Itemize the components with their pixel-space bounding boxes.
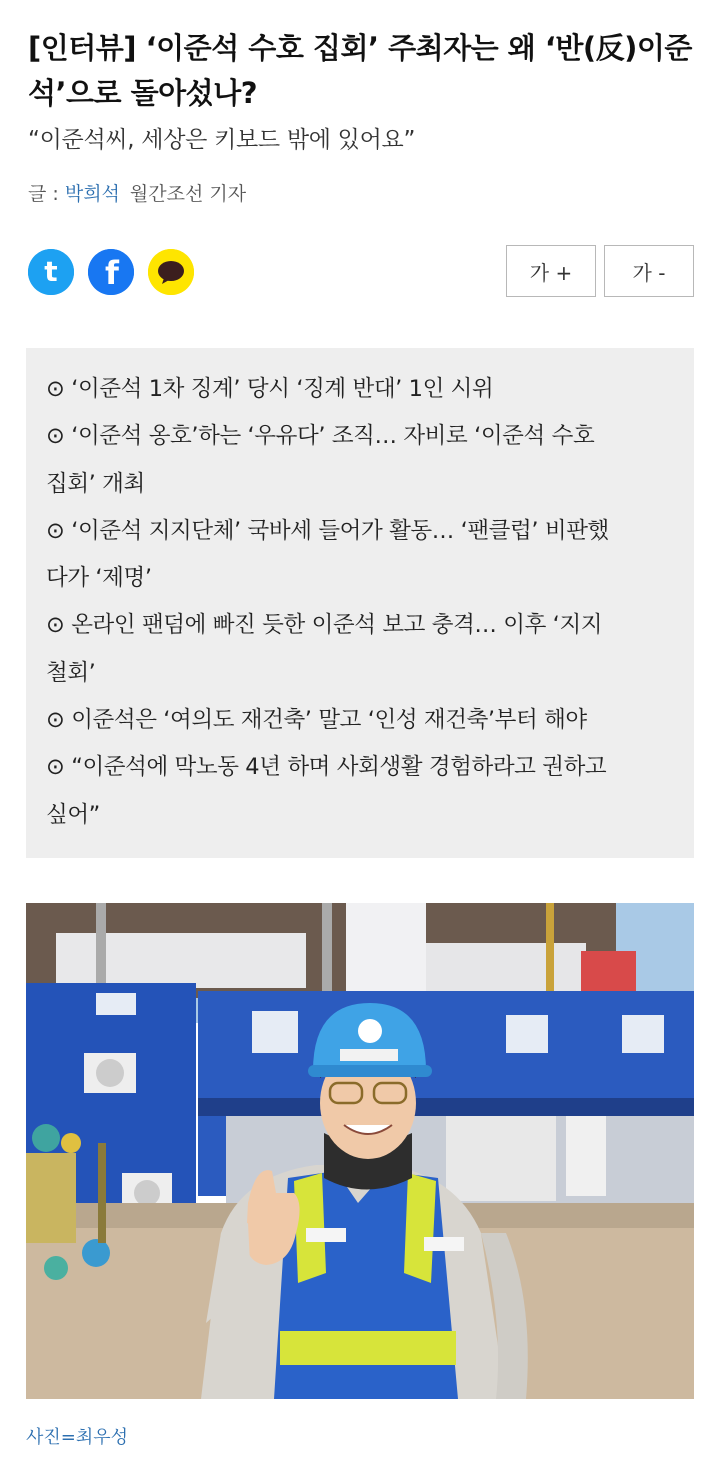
article-subheadline: “이준석씨, 세상은 키보드 밖에 있어요” [28,127,416,153]
kakaotalk-share-button[interactable] [148,249,194,295]
facebook-icon [88,249,134,295]
summary-line: ⊙ ‘이준석 지지단체’ 국바세 들어가 활동… ‘팬클럽’ 비판했 [46,517,609,544]
photo-caption: 사진=최우성 [26,1427,129,1448]
font-decrease-button[interactable]: 가 - [604,245,694,297]
font-size-controls [506,245,694,297]
summary-line: ⊙ ‘이준석 옹호’하는 ‘우유다’ 조직… 자비로 ‘이준석 수호 [46,423,595,450]
author-link[interactable]: 박희석 [64,183,120,205]
summary-line: 철회’ [46,659,96,686]
summary-line: 다가 ‘제명’ [46,565,152,592]
twitter-icon [28,249,74,295]
font-increase-button[interactable]: 가 + [506,245,596,297]
article-photo [26,903,694,1399]
svg-text:t: t [44,255,58,288]
twitter-share-button[interactable] [28,249,74,295]
summary-line: ⊙ “이준석에 막노동 4년 하며 사회생활 경험하라고 권하고 [46,754,607,781]
author-organization: 월간조선 기자 [129,183,247,205]
facebook-share-button[interactable] [88,249,134,295]
summary-line: ⊙ ‘이준석 1차 징계’ 당시 ‘징계 반대’ 1인 시위 [46,376,494,402]
byline-prefix: 글 : [28,183,65,205]
summary-line: 싶어” [46,801,100,828]
share-buttons [28,249,194,295]
article-headline: [인터뷰] ‘이준석 수호 집회’ 주최자는 왜 ‘반(反)이준석’으로 돌아섰나? [28,31,692,110]
summary-box [26,348,694,858]
kakaotalk-icon [148,249,194,295]
svg-text:f: f [105,254,119,292]
byline [28,178,246,210]
summary-line: 집회’ 개최 [46,470,145,497]
summary-line: ⊙ 이준석은 ‘여의도 재건축’ 말고 ‘인성 재건축’부터 해야 [46,707,587,734]
summary-line: ⊙ 온라인 팬덤에 빠진 듯한 이준석 보고 충격… 이후 ‘지지 [46,612,603,639]
